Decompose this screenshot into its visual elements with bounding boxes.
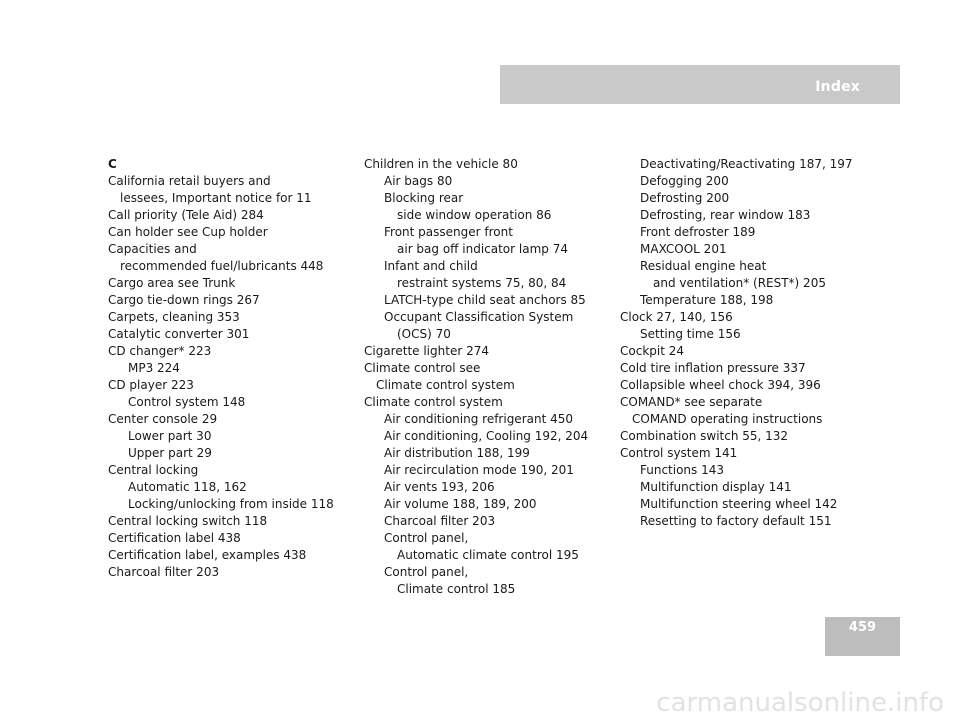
index-entry: COMAND* see separate <box>620 395 763 409</box>
index-entry: Front defroster 189 <box>640 225 756 239</box>
page-number: 459 <box>848 620 877 635</box>
page-title: Index <box>815 79 860 95</box>
index-entry: Clock 27, 140, 156 <box>620 310 733 324</box>
index-entry: LATCH-type child seat anchors 85 <box>384 293 586 307</box>
index-entry: Charcoal filter 203 <box>108 565 220 579</box>
index-entry: MP3 224 <box>128 361 180 375</box>
index-entry: Front passenger front <box>384 225 513 239</box>
index-entry: Cigarette lighter 274 <box>364 344 489 358</box>
index-entry: Central locking <box>108 463 199 477</box>
index-entry: Air recirculation mode 190, 201 <box>384 463 574 477</box>
index-entry: Certification label, examples 438 <box>108 548 307 562</box>
index-entry: Functions 143 <box>640 463 725 477</box>
index-entry: Air distribution 188, 199 <box>384 446 530 460</box>
watermark: carmanualsonline.info <box>656 688 944 718</box>
index-entry: CD player 223 <box>108 378 194 392</box>
index-entry: Control system 141 <box>620 446 738 460</box>
index-entry: Air volume 188, 189, 200 <box>384 497 537 511</box>
index-entry: Cockpit 24 <box>620 344 685 358</box>
index-entry: Center console 29 <box>108 412 218 426</box>
index-column-3 <box>620 156 880 530</box>
index-entry: Air bags 80 <box>384 174 453 188</box>
index-entry: Automatic 118, 162 <box>128 480 247 494</box>
index-column-1 <box>108 156 358 581</box>
index-entry: Multifunction display 141 <box>640 480 792 494</box>
index-entry: air bag off indicator lamp 74 <box>397 242 568 256</box>
index-entry: and ventilation* (REST*) 205 <box>653 276 826 290</box>
index-entry: Catalytic converter 301 <box>108 327 250 341</box>
index-entry: MAXCOOL 201 <box>640 242 727 256</box>
index-entry: Certification label 438 <box>108 531 241 545</box>
index-entry: Cargo area see Trunk <box>108 276 236 290</box>
index-entry: Collapsible wheel chock 394, 396 <box>620 378 821 392</box>
index-entry: Control system 148 <box>128 395 246 409</box>
index-entry: restraint systems 75, 80, 84 <box>397 276 567 290</box>
index-entry: Cargo tie-down rings 267 <box>108 293 260 307</box>
index-entry: Call priority (Tele Aid) 284 <box>108 208 264 222</box>
index-entry: Combination switch 55, 132 <box>620 429 789 443</box>
index-entry: Can holder see Cup holder <box>108 225 268 239</box>
index-entry: Automatic climate control 195 <box>397 548 579 562</box>
index-entry: Capacities and <box>108 242 197 256</box>
index-entry: Control panel, <box>384 531 469 545</box>
index-entry: Multifunction steering wheel 142 <box>640 497 838 511</box>
index-entry: Climate control system <box>376 378 515 392</box>
index-entry: Defogging 200 <box>640 174 729 188</box>
index-entry: Occupant Classification System <box>384 310 574 324</box>
index-entry: Children in the vehicle 80 <box>364 157 518 171</box>
index-entry: Residual engine heat <box>640 259 767 273</box>
index-entry: side window operation 86 <box>397 208 552 222</box>
index-entry: Climate control 185 <box>397 582 516 596</box>
index-entry: Carpets, cleaning 353 <box>108 310 240 324</box>
index-entry: Climate control see <box>364 361 481 375</box>
index-entry: Defrosting 200 <box>640 191 730 205</box>
index-entry: Climate control system <box>364 395 503 409</box>
index-entry: COMAND operating instructions <box>632 412 823 426</box>
index-entry: Deactivating/Reactivating 187, 197 <box>640 157 853 171</box>
index-entry: Locking/unlocking from inside 118 <box>128 497 334 511</box>
index-entry: Temperature 188, 198 <box>640 293 774 307</box>
index-entry: Blocking rear <box>384 191 464 205</box>
page-number-box <box>825 617 900 656</box>
header-bar <box>500 65 900 104</box>
index-entry: CD changer* 223 <box>108 344 212 358</box>
index-entry: recommended fuel/lubricants 448 <box>120 259 324 273</box>
index-column-2 <box>364 156 614 598</box>
index-entry: Central locking switch 118 <box>108 514 268 528</box>
index-entry: Control panel, <box>384 565 469 579</box>
index-entry: lessees, Important notice for 11 <box>120 191 312 205</box>
index-entry: Infant and child <box>384 259 478 273</box>
index-entry: Defrosting, rear window 183 <box>640 208 811 222</box>
index-entry: (OCS) 70 <box>397 327 451 341</box>
index-entry: Resetting to factory default 151 <box>640 514 832 528</box>
index-entry: Air vents 193, 206 <box>384 480 495 494</box>
index-entry: Air conditioning, Cooling 192, 204 <box>384 429 589 443</box>
index-entry: Setting time 156 <box>640 327 741 341</box>
index-entry: Air conditioning refrigerant 450 <box>384 412 574 426</box>
index-entry: California retail buyers and <box>108 174 271 188</box>
index-entry: Cold tire inflation pressure 337 <box>620 361 806 375</box>
index-entry: Lower part 30 <box>128 429 212 443</box>
index-section-letter: C <box>108 157 117 171</box>
index-entry: Upper part 29 <box>128 446 212 460</box>
index-entry: Charcoal filter 203 <box>384 514 496 528</box>
